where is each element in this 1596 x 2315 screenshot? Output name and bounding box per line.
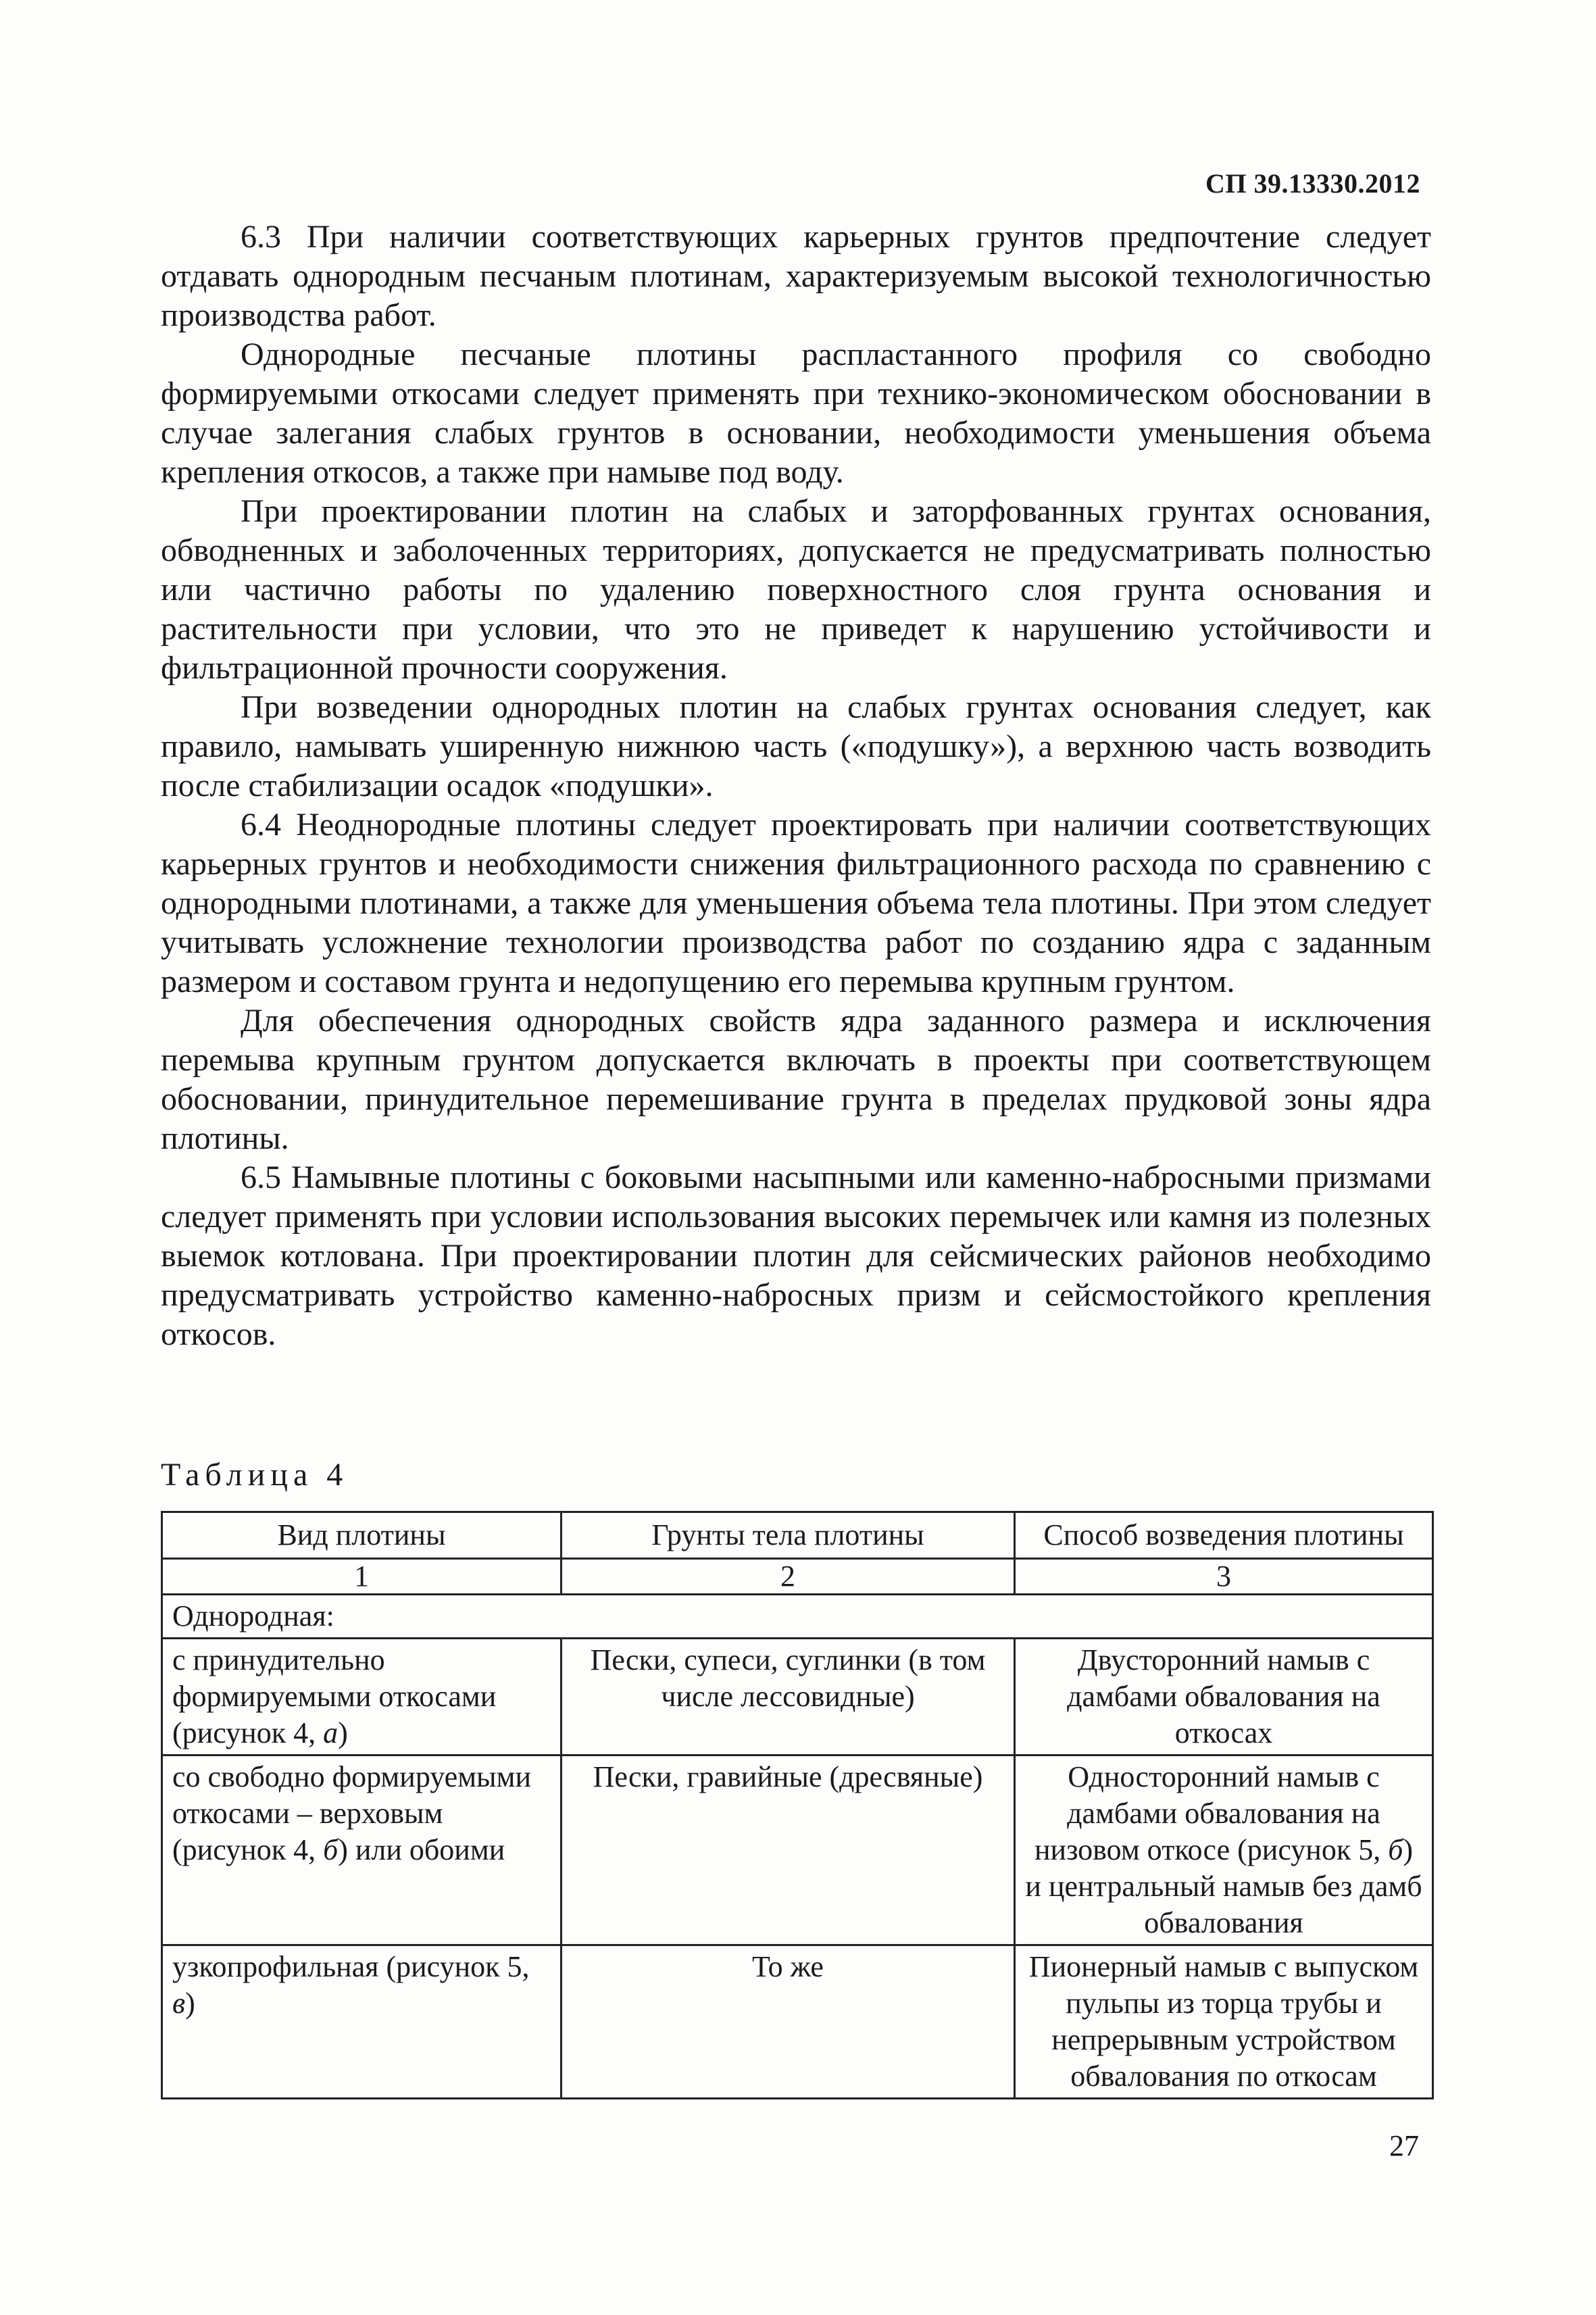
cell-construction-method: Пионерный намыв с выпуском пульпы из торца трубы и непрерывным устройством обвалования по откосам xyxy=(1015,1945,1433,2099)
paragraph-6-5: 6.5 Намывные плотины с боковыми насыпными или каменно-набросными призмами следует применять при условии использования высоких перемычек или камня из полезных выемок котлована. При проектировании плотин для сейсмических районов необходимо предусматривать устройство каменно-набросных призм и сейсмостойкого крепления откосов. xyxy=(161,1160,1431,1352)
column-number: 1 xyxy=(162,1559,562,1595)
paragraph-6-4: 6.4 Неоднородные плотины следует проектировать при наличии соответствующих карьерных грунтов и необходимости снижения фильтрационного расхода по сравнению с однородными плотинами, а также для уменьшения объема тела плотины. При этом следует учитывать усложнение технологии производства работ по созданию ядра с заданным размером и составом грунта и недопущению его перемыва крупным грунтом. xyxy=(161,807,1431,999)
paragraph-6-3: 6.3 При наличии соответствующих карьерных грунтов предпочтение следует отдавать однородным песчаным плотинам, характеризуемым высокой технологичностью производства работ. xyxy=(161,219,1431,333)
table-row xyxy=(162,1945,1433,2099)
column-number: 2 xyxy=(562,1559,1015,1595)
table-title: Таблица 4 xyxy=(161,1457,349,1493)
header-dam-soils: Грунты тела плотины xyxy=(562,1512,1015,1559)
page-number: 27 xyxy=(1389,2129,1419,2162)
paragraph-homogeneous-dams: Однородные песчаные плотины распластанного профиля со свободно формируемыми откосами следует применять при технико-экономическом обосновании в случае залегания слабых грунтов в основании, необходимости уменьшения объема крепления откосов, а также при намыве под воду. xyxy=(161,337,1431,490)
cell-dam-type: узкопрофильная (рисунок 5, в) xyxy=(162,1945,562,2099)
header-dam-type: Вид плотины xyxy=(162,1512,562,1559)
table-header-row xyxy=(162,1512,1433,1559)
paragraph-weak-soils-design: При проектировании плотин на слабых и заторфованных грунтах основания, обводненных и заболоченных территориях, допускается не предусматривать полностью или частично работы по удалению поверхностного слоя грунта основания и растительности при условии, что это не приведет к нарушению устойчивости и фильтрационной прочности сооружения. xyxy=(161,493,1431,686)
body-text xyxy=(161,218,1431,1354)
paragraph-weak-soils-construction: При возведении однородных плотин на слабых грунтах основания следует, как правило, намывать уширенную нижнюю часть («подушку»), а верхнюю часть возводить после стабилизации осадок «подушки». xyxy=(161,689,1431,803)
table-row xyxy=(162,1756,1433,1945)
cell-dam-type: со свободно формируемыми откосами – верховым (рисунок 4, б) или обоими xyxy=(162,1756,562,1945)
cell-construction-method: Односторонний намыв с дамбами обвалования на низовом откосе (рисунок 5, б) и центральный намыв без дамб обвалования xyxy=(1015,1756,1433,1945)
column-number: 3 xyxy=(1015,1559,1433,1595)
header-construction-method: Способ возведения плотины xyxy=(1015,1512,1433,1559)
dam-types-table xyxy=(161,1511,1434,2099)
cell-dam-soils: Пески, супеси, суглинки (в том числе лессовидные) xyxy=(562,1639,1015,1756)
cell-construction-method: Двусторонний намыв с дамбами обвалования на откосах xyxy=(1015,1639,1433,1756)
cell-dam-soils: Пески, гравийные (дресвяные) xyxy=(562,1756,1015,1945)
table-group-row xyxy=(162,1595,1433,1639)
document-code-header: СП 39.13330.2012 xyxy=(1205,168,1420,199)
cell-dam-soils: То же xyxy=(562,1945,1015,2099)
table-row xyxy=(162,1639,1433,1756)
group-label-homogeneous: Однородная: xyxy=(162,1595,1433,1639)
paragraph-core-mixing: Для обеспечения однородных свойств ядра заданного размера и исключения перемыва крупным грунтом допускается включать в проекты при соответствующем обосновании, принудительное перемешивание грунта в пределах прудковой зоны ядра плотины. xyxy=(161,1003,1431,1156)
table-column-numbers-row xyxy=(162,1559,1433,1595)
cell-dam-type: с принудительно формируемыми откосами (рисунок 4, а) xyxy=(162,1639,562,1756)
